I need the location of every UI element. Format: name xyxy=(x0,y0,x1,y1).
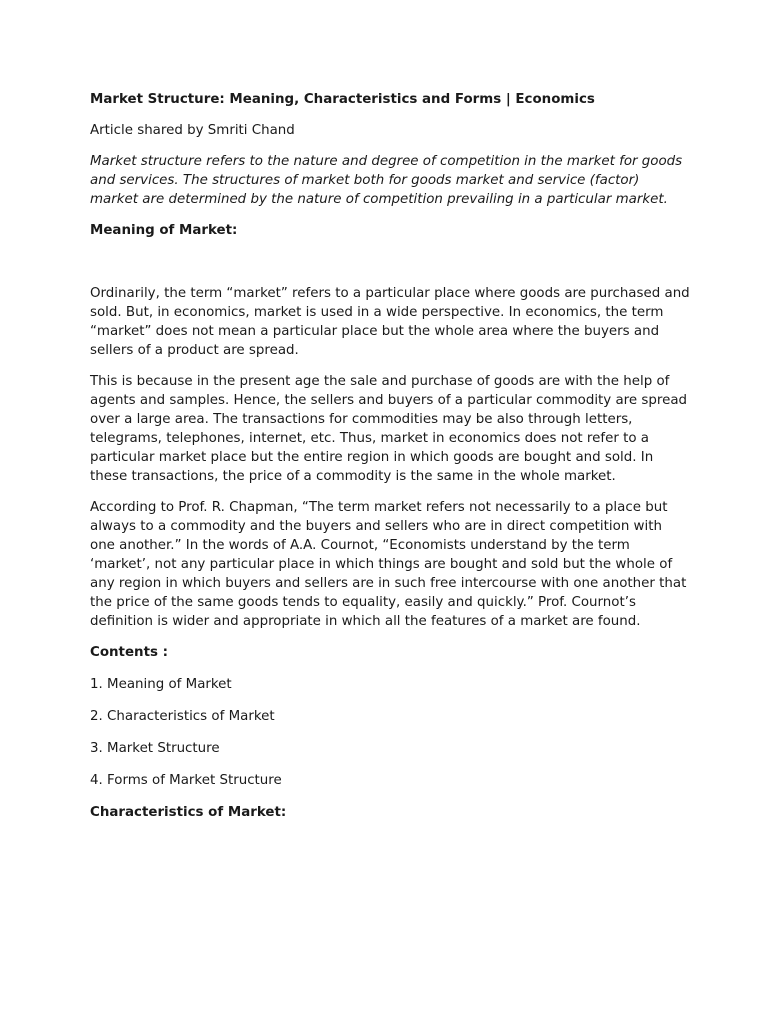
contents-item: 4. Forms of Market Structure xyxy=(90,773,282,788)
body-paragraph: Ordinarily, the term “market” refers to a particular place where goods are purchased and sold. But, in economics, market is used in a wide perspective. In economics, the term “market” does not mean a particular place but the whole area where the buyers and sellers of a product are spread. xyxy=(90,286,690,358)
document-title: Market Structure: Meaning, Characteristics and Forms | Economics xyxy=(90,92,595,107)
body-paragraph: According to Prof. R. Chapman, “The term market refers not necessarily to a place but always to a commodity and the buyers and sellers who are in direct competition with one another.” In the words of A.A. Cournot, “Economists understand by the term ‘market’, not any particular place in which things are bought and sold but the whole of any region in which buyers and sellers are in such free intercourse with one another that the price of the same goods tends to equality, easily and quickly.” Prof. Cournot’s definition is wider and appropriate in which all the features of a market are found. xyxy=(90,500,687,629)
article-byline: Article shared by Smriti Chand xyxy=(90,123,295,138)
document-page xyxy=(90,90,690,822)
intro-paragraph: Market structure refers to the nature and degree of competition in the market for goods and services. The structures of market both for goods market and service (factor) market are determined by the nature of competition prevailing in a particular market. xyxy=(90,154,683,207)
contents-item: 1. Meaning of Market xyxy=(90,677,232,692)
meaning-of-market-heading: Meaning of Market: xyxy=(90,223,238,238)
characteristics-heading: Characteristics of Market: xyxy=(90,805,287,820)
body-paragraph: This is because in the present age the sale and purchase of goods are with the help of agents and samples. Hence, the sellers and buyers of a particular commodity are spread over a large area. The transactions for commodities may be also through letters, telegrams, telephones, internet, etc. Thus, market in economics does not refer to a particular market place but the entire region in which goods are bought and sold. In these transactions, the price of a commodity is the same in the whole market. xyxy=(90,374,688,484)
contents-item: 2. Characteristics of Market xyxy=(90,709,275,724)
contents-heading: Contents : xyxy=(90,645,168,660)
contents-item: 3. Market Structure xyxy=(90,741,220,756)
